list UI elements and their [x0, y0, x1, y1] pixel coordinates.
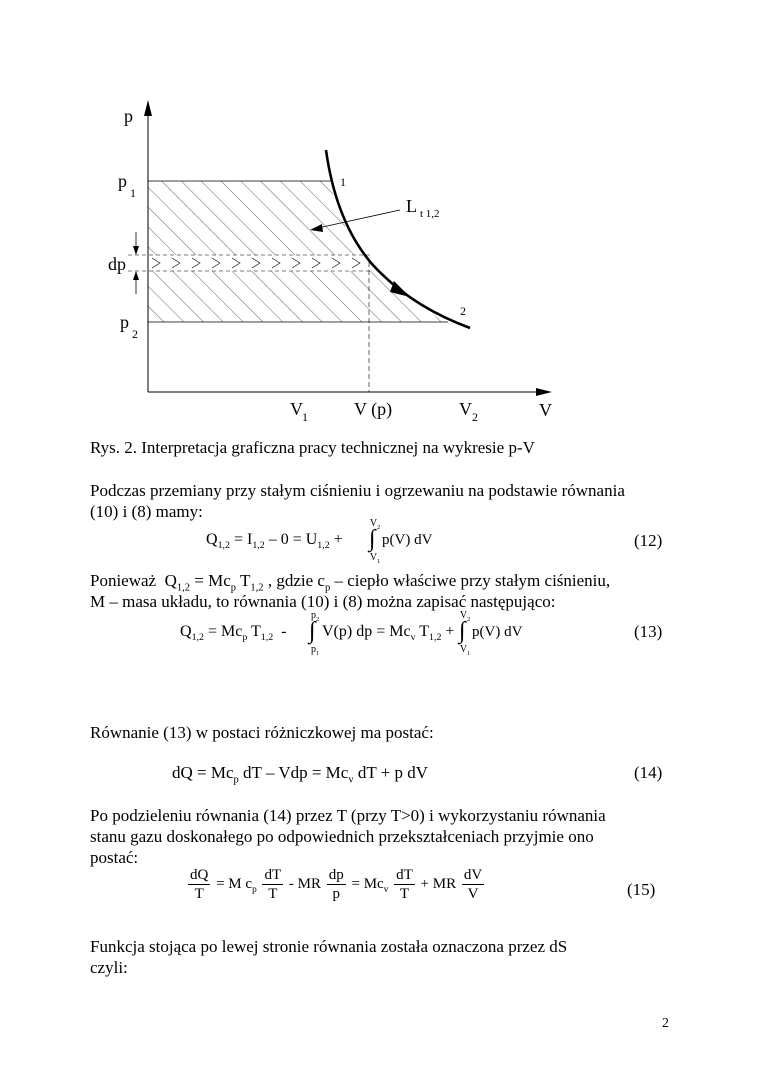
paragraph-4-line-3: postać: [90, 848, 139, 867]
v1-label-sub: 1 [302, 410, 308, 424]
lt-label-sub: t 1,2 [420, 208, 440, 220]
paragraph-3: Równanie (13) w postaci różniczkowej ma postać: [90, 723, 434, 742]
p2-label: p [120, 312, 129, 332]
fraction-dQ-T: $\frac{dQ}{T}$ [190, 867, 209, 902]
point-1-label: 1 [340, 175, 346, 189]
equation-12-number: (12) [634, 531, 663, 550]
v-axis-label: V [539, 400, 552, 420]
paragraph-1-line-2: (10) i (8) mamy: [90, 502, 203, 521]
equation-13-middle: V(p) dp = $Mc_v$ $T_{1,2}$ + [322, 623, 455, 644]
paragraph-2-line-1: Ponieważ $Q_{1,2} = Mc_p$ $T_{1,2}$ , gdzie $c_p$ – ciepło właściwe przy stałym ciśnieniu, [90, 571, 611, 594]
pv-diagram [0, 0, 760, 430]
point-2-label: 2 [460, 304, 466, 318]
paragraph-4-line-2: stanu gazu doskonałego po odpowiednich przekształceniach przyjmie ono [90, 827, 594, 846]
paragraph-5-line-1: Funkcja stojąca po lewej stronie równania została oznaczona przez dS [90, 937, 568, 956]
v2-label-sub: 2 [472, 410, 478, 424]
p-axis-arrow [144, 100, 152, 116]
integral-12: $V_2$ ∫ $V_1$ [369, 518, 381, 565]
v-axis-arrow [536, 388, 552, 396]
p2-label-sub: 2 [132, 327, 138, 341]
equation-13-number: (13) [634, 622, 663, 641]
v1-label: V [290, 399, 303, 419]
equation-15-number: (15) [627, 880, 656, 899]
page-number: 2 [662, 1016, 669, 1031]
equation-13-left: $Q_{1,2} = Mc_p$ $T_{1,2}$ - [180, 623, 287, 644]
fraction-dp-p: $\frac{dp}{p}$ [328, 867, 344, 902]
equation-12: $Q_{1,2} = I_{1,2} - 0 = U_{1,2}$ + [206, 531, 343, 552]
vp-label: V (p) [354, 399, 393, 419]
p-axis-label: p [124, 106, 133, 126]
paragraph-4-line-1: Po podzieleniu równania (14) przez T (przy T>0) i wykorzystaniu równania [90, 806, 606, 825]
equation-14: dQ = $Mc_p$ dT – Vdp = $Mc_v$ dT + p dV [172, 763, 429, 786]
fraction-dT-T-1: $\frac{dT}{T}$ [264, 867, 282, 902]
p1-label: p [118, 171, 127, 191]
integral-13-first: $p_2$ ∫ $p_1$ [309, 610, 320, 657]
p1-label-sub: 1 [130, 186, 136, 200]
integral-13-second: $V_2$ ∫ $V_1$ [459, 610, 471, 657]
integrand-12: p(V) dV [382, 532, 433, 548]
equation-14-number: (14) [634, 763, 663, 782]
equation-15: $\frac{dQ}{T}$ = M $c_p$ $\frac{dT}{T}$ - MR $\frac{dp}{p}$ = $Mc_v$ $\frac{dT}{T}$ + MR $\frac{dV}{V}$ [190, 867, 483, 902]
dp-label: dp [108, 254, 126, 274]
lt-label: L [406, 196, 417, 216]
paragraph-1-line-1: Podczas przemiany przy stałym ciśnieniu i ogrzewaniu na podstawie równania [90, 481, 625, 500]
dp-strip [148, 255, 370, 271]
fraction-dT-T-2: $\frac{dT}{T}$ [396, 867, 413, 902]
v2-label: V [459, 399, 472, 419]
paragraph-2-line-2: M – masa układu, to równania (10) i (8) można zapisać następująco: [90, 592, 556, 611]
integrand-13-second: p(V) dV [472, 624, 523, 640]
fraction-dV-V: $\frac{dV}{V}$ [463, 867, 483, 902]
hatched-area-technical-work [148, 181, 468, 322]
paragraph-5-line-2: czyli: [90, 958, 128, 977]
figure-caption: Rys. 2. Interpretacja graficzna pracy technicznej na wykresie p-V [90, 438, 535, 457]
